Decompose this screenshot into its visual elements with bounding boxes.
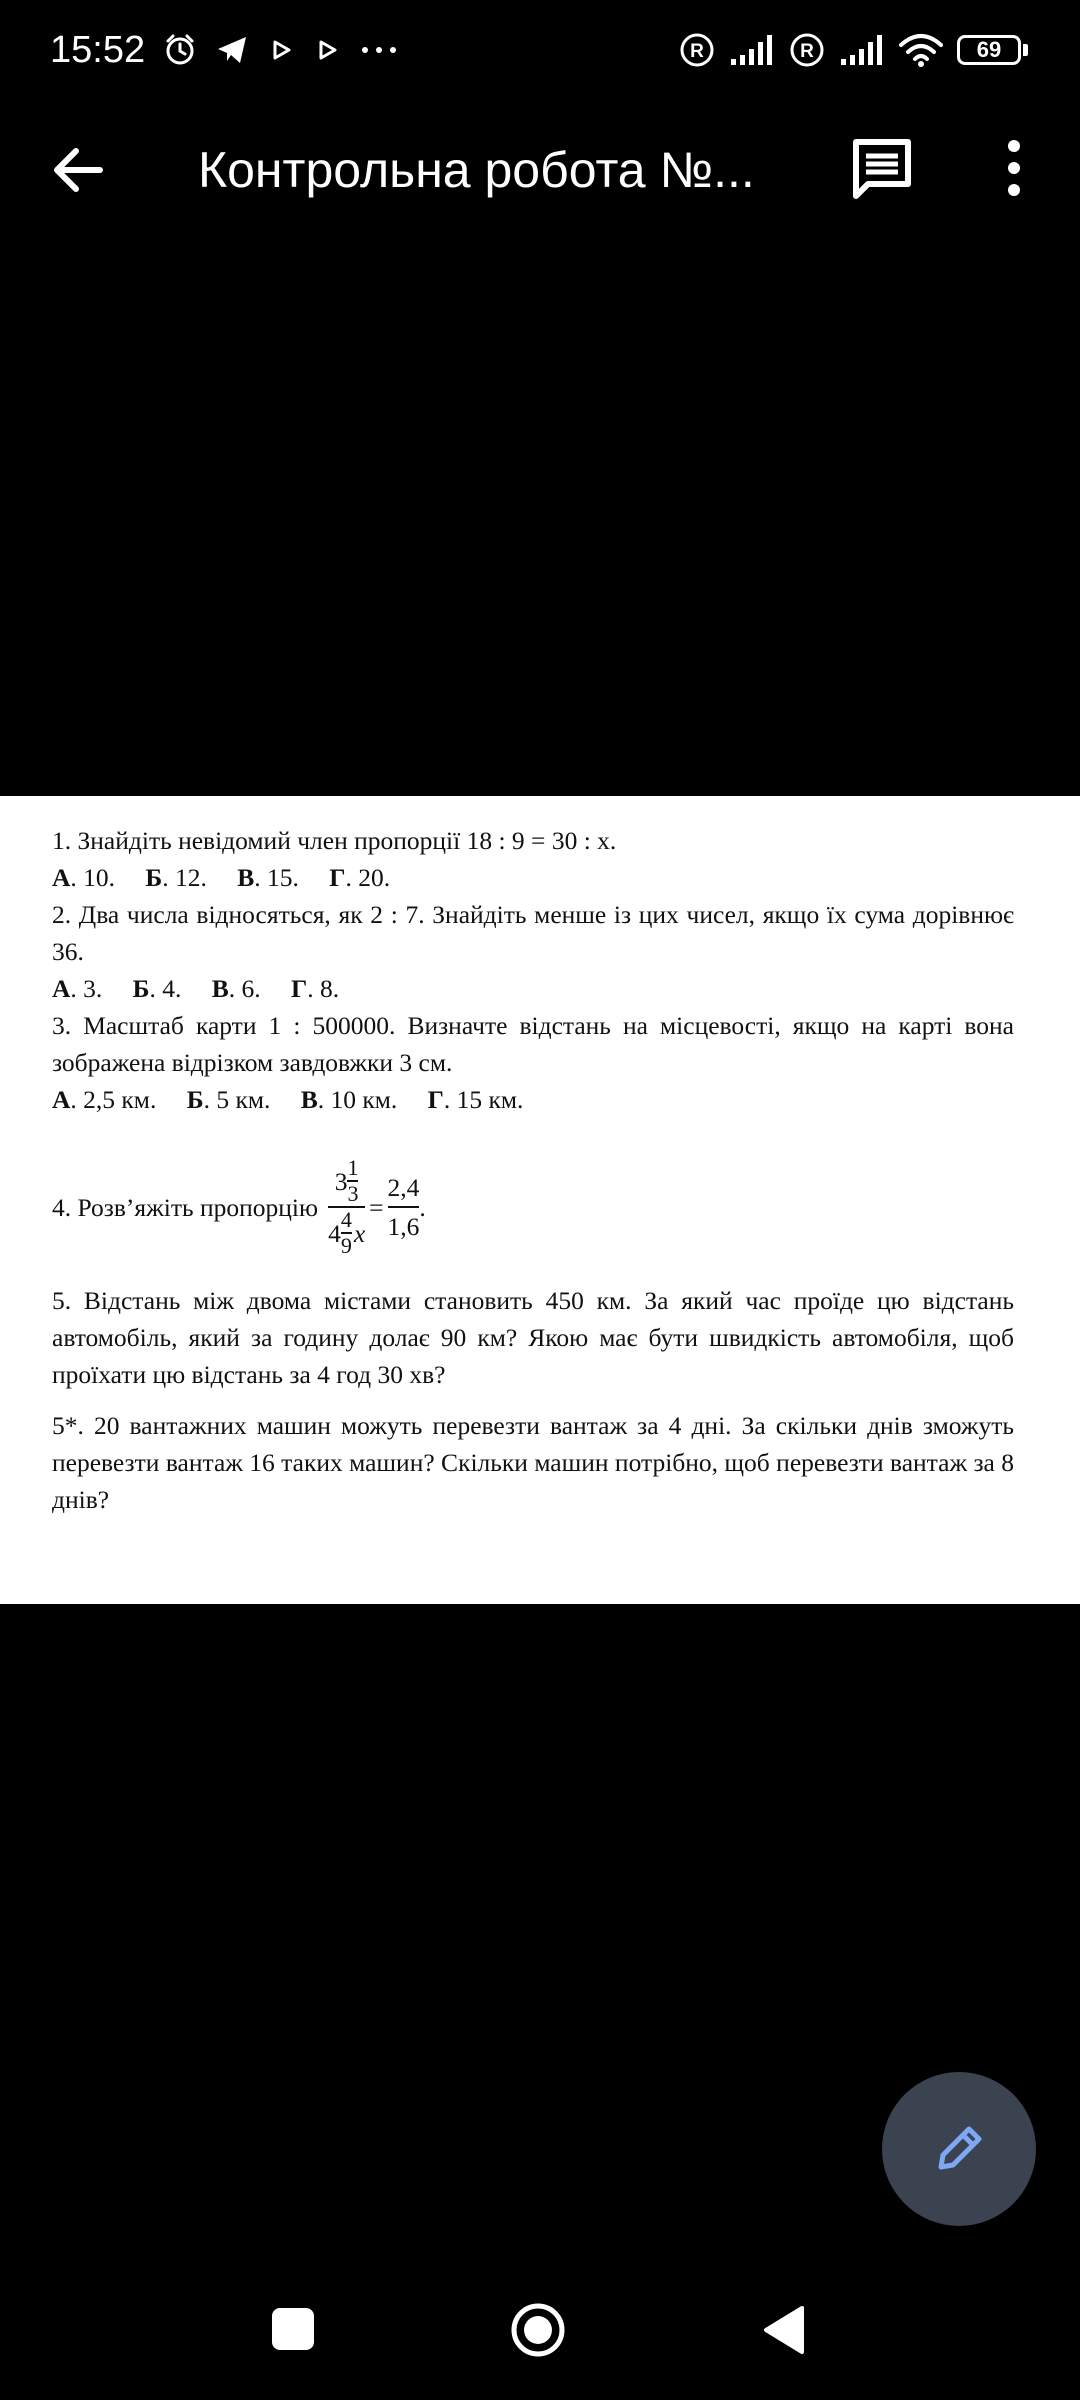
option-value: . 15. bbox=[254, 863, 299, 892]
option-value: . 5 км. bbox=[203, 1085, 271, 1114]
play-icon bbox=[267, 36, 295, 64]
option-letter: Б bbox=[186, 1085, 204, 1114]
top-den: 3 bbox=[347, 1181, 359, 1206]
option-value: . 3. bbox=[70, 974, 103, 1003]
option-value: . 10 км. bbox=[317, 1085, 398, 1114]
bottom-den: 9 bbox=[340, 1233, 352, 1258]
edit-fab-button[interactable] bbox=[882, 2072, 1036, 2226]
option-letter: Г bbox=[427, 1085, 444, 1114]
signal-icon bbox=[729, 33, 775, 67]
back-button[interactable] bbox=[44, 136, 112, 204]
answers-3 bbox=[52, 1081, 1014, 1118]
option-value: . 6. bbox=[228, 974, 261, 1003]
option-letter: Б bbox=[132, 974, 150, 1003]
svg-text:R: R bbox=[690, 41, 704, 62]
question-4 bbox=[52, 1132, 1014, 1282]
option-value: . 20. bbox=[345, 863, 391, 892]
status-bar bbox=[0, 0, 1080, 100]
option-letter: Б bbox=[145, 863, 163, 892]
right-num: 2,4 bbox=[387, 1173, 420, 1202]
option-value: . 12. bbox=[162, 863, 207, 892]
answers-1 bbox=[52, 859, 1014, 896]
system-nav-bar bbox=[0, 2280, 1080, 2380]
question-1: 1. Знайдіть невідомий член пропорції 18 : 9 = 30 : x. bbox=[52, 826, 617, 855]
app-bar bbox=[0, 110, 1080, 230]
answers-2 bbox=[52, 970, 1014, 1007]
roaming-icon bbox=[679, 32, 715, 68]
nav-back-icon[interactable] bbox=[762, 2304, 806, 2356]
signal-icon-2 bbox=[839, 33, 885, 67]
option-letter: Г bbox=[291, 974, 308, 1003]
option-value: . 15 км. bbox=[443, 1085, 524, 1114]
play-icon-2 bbox=[313, 36, 341, 64]
top-whole: 3 bbox=[334, 1166, 348, 1196]
option-letter: В bbox=[237, 863, 255, 892]
option-letter: А bbox=[52, 974, 71, 1003]
bottom-fraction bbox=[341, 1208, 352, 1258]
right-den: 1,6 bbox=[387, 1212, 420, 1241]
question-3: 3. Масштаб карти 1 : 500000. Визначте відстань на місцевості, якщо на карті вона зображена відрізком завдовжки 3 см. bbox=[52, 1011, 1014, 1077]
bottom-mixed-number bbox=[328, 1208, 365, 1258]
option-value: . 8. bbox=[307, 974, 340, 1003]
option-value: . 10. bbox=[70, 863, 116, 892]
more-vert-icon bbox=[994, 136, 1034, 200]
battery-level: 69 bbox=[957, 35, 1021, 65]
wifi-icon bbox=[899, 33, 943, 67]
comments-button[interactable] bbox=[850, 136, 914, 200]
more-options-button[interactable] bbox=[994, 136, 1034, 200]
battery-indicator bbox=[957, 35, 1028, 65]
period: . bbox=[419, 1192, 426, 1222]
battery-tip bbox=[1023, 44, 1028, 56]
top-mixed-number bbox=[335, 1156, 359, 1206]
question-4-text: 4. Розв’яжіть пропорцію bbox=[52, 1192, 319, 1222]
top-num: 1 bbox=[347, 1155, 359, 1180]
svg-text:R: R bbox=[800, 41, 814, 62]
recents-button[interactable] bbox=[272, 2308, 314, 2350]
status-left bbox=[50, 29, 399, 72]
document-page[interactable] bbox=[0, 796, 1080, 1604]
roaming-icon-2 bbox=[789, 32, 825, 68]
home-button-icon[interactable] bbox=[510, 2302, 566, 2358]
more-notifications-icon bbox=[359, 43, 399, 57]
option-letter: А bbox=[52, 863, 71, 892]
option-value: . 2,5 км. bbox=[70, 1085, 157, 1114]
option-letter: Г bbox=[329, 863, 346, 892]
top-fraction bbox=[347, 1156, 358, 1206]
main-fraction bbox=[328, 1156, 365, 1258]
bottom-num: 4 bbox=[340, 1207, 352, 1232]
status-time: 15:52 bbox=[50, 28, 146, 71]
option-letter: В bbox=[300, 1085, 318, 1114]
alarm-icon bbox=[163, 33, 197, 67]
bottom-whole: 4 bbox=[328, 1218, 341, 1248]
option-letter: А bbox=[52, 1085, 71, 1114]
telegram-icon bbox=[215, 33, 249, 67]
pencil-icon bbox=[929, 2119, 989, 2179]
option-value: . 4. bbox=[149, 974, 182, 1003]
document-title: Контрольна робота №... bbox=[198, 142, 755, 198]
question-2: 2. Два числа відносяться, як 2 : 7. Знайдіть менше із цих чисел, якщо їх сума дорівнює 36. bbox=[52, 900, 1014, 966]
comments-icon bbox=[850, 136, 914, 200]
arrow-back-icon bbox=[44, 136, 112, 204]
equals-sign: = bbox=[369, 1192, 384, 1222]
right-fraction bbox=[388, 1169, 420, 1245]
status-right bbox=[679, 32, 1028, 68]
question-5-star: 5*. 20 вантажних машин можуть перевезти вантаж за 4 дні. За скільки днів зможуть перевезти вантаж 16 таких машин? Скільки машин потрібно, щоб перевезти вантаж за 8 днів? bbox=[52, 1411, 1014, 1514]
option-letter: В bbox=[211, 974, 229, 1003]
question-5: 5. Відстань між двома містами становить 450 км. За який час проїде цю відстань автомобіль, який за годину долає 90 км? Якою має бути швидкість автомобіля, щоб проїхати цю відстань за 4 год 30 хв? bbox=[52, 1286, 1014, 1389]
bottom-var: x bbox=[353, 1218, 366, 1248]
